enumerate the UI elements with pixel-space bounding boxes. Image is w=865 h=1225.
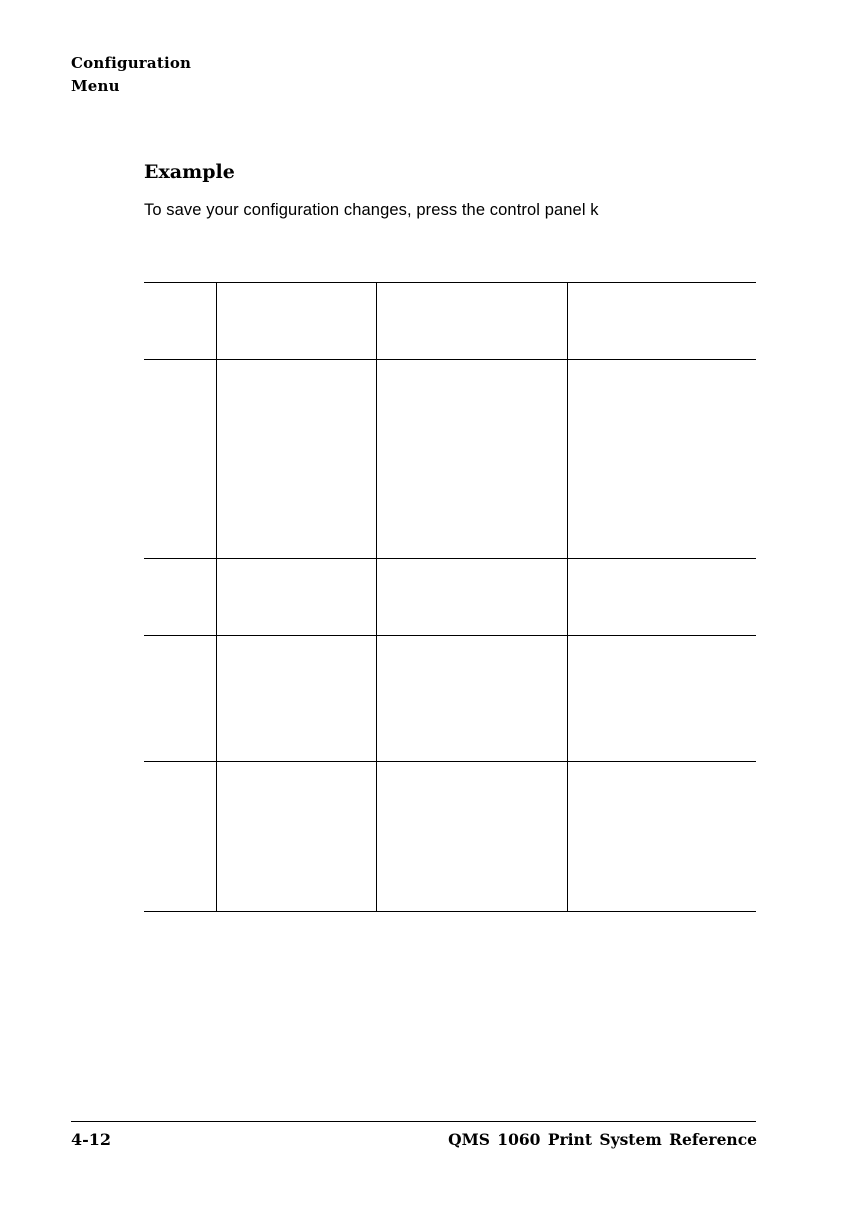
running-header-line1: Configuration (71, 54, 192, 72)
table-rule-top (144, 282, 756, 283)
table-rule-row2 (144, 635, 756, 636)
table-rule-header (144, 359, 756, 360)
table-column-divider-1 (216, 282, 217, 912)
running-header-line2: Menu (71, 77, 120, 95)
page-number: 4-12 (71, 1130, 112, 1149)
table-rule-row1 (144, 558, 756, 559)
intro-paragraph: To save your configuration changes, press the control panel k (144, 201, 599, 219)
running-header (71, 52, 191, 98)
table-column-divider-3 (567, 282, 568, 912)
table-rule-row3 (144, 761, 756, 762)
footer-rule (71, 1121, 756, 1122)
empty-table (144, 282, 756, 912)
book-title: QMS 1060 Print System Reference (448, 1130, 757, 1149)
table-column-divider-2 (376, 282, 377, 912)
section-heading: Example (144, 161, 235, 183)
table-rule-bottom (144, 911, 756, 912)
